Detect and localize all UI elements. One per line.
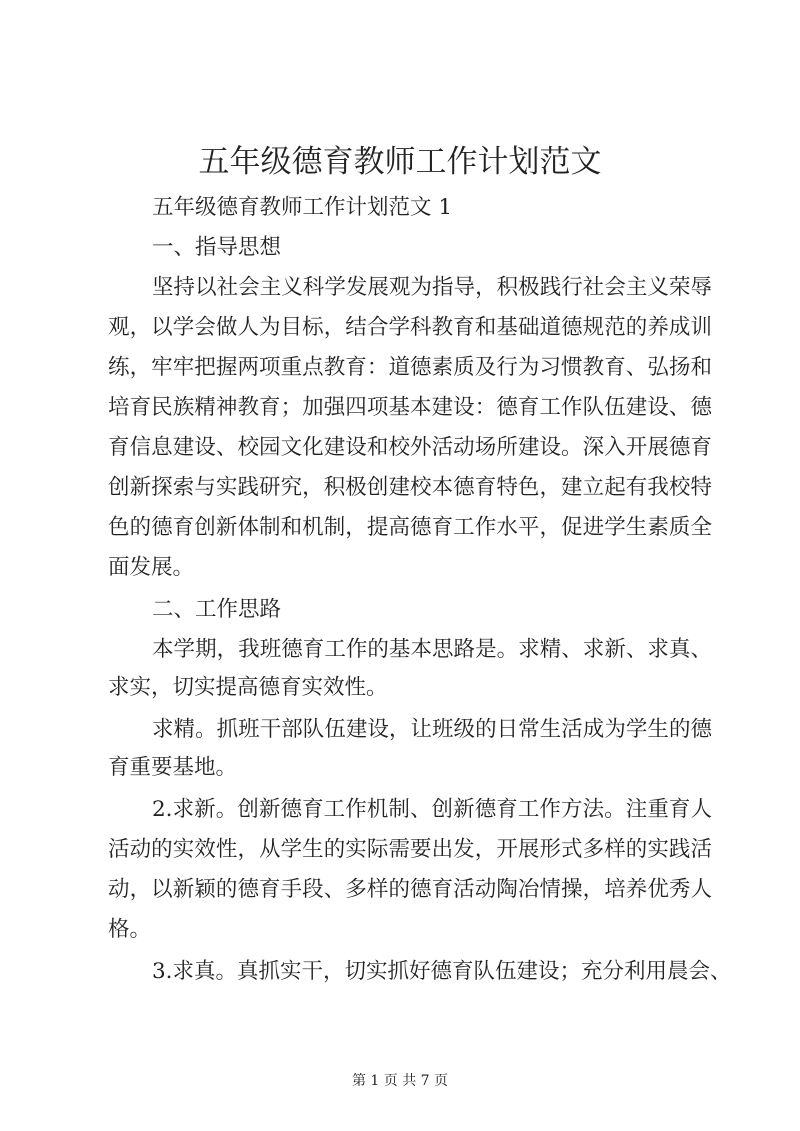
heading-work-approach: 二、工作思路 [152,597,282,622]
paragraph-line: 创新探索与实践研究，积极创建校本德育特色，建立起有我校特 [108,475,712,500]
paragraph-line: 本学期，我班德育工作的基本思路是。求精、求新、求真、 [152,637,712,662]
paragraph-line: 动，以新颖的德育手段、多样的德育活动陶冶情操，培养优秀人 [108,877,712,902]
paragraph-line: 色的德育创新体制和机制，提高德育工作水平，促进学生素质全 [108,515,712,540]
paragraph-line: 坚持以社会主义科学发展观为指导，积极践行社会主义荣辱 [152,275,712,300]
paragraph-line: 观，以学会做人为目标，结合学科教育和基础道德规范的养成训 [108,315,712,340]
page-footer: 第 1 页 共 7 页 [351,1073,449,1089]
paragraph-line: 求实，切实提高德育实效性。 [108,675,388,700]
paragraph-line: 3.求真。真抓实干，切实抓好德育队伍建设；充分利用晨会、 [152,959,732,984]
paragraph-line: 活动的实效性，从学生的实际需要出发，开展形式多样的实践活 [108,837,712,862]
paragraph-line: 2.求新。创新德育工作机制、创新德育工作方法。注重育人 [152,797,712,822]
paragraph-line: 育重要基地。 [108,755,238,780]
paragraph-line: 求精。抓班干部队伍建设，让班级的日常生活成为学生的德 [152,717,712,742]
subtitle: 五年级德育教师工作计划范文 1 [152,195,453,220]
paragraph-line: 培育民族精神教育；加强四项基本建设：德育工作队伍建设、德 [108,395,712,420]
paragraph-line: 格。 [108,917,152,942]
paragraph-line: 育信息建设、校园文化建设和校外活动场所建设。深入开展德育 [108,435,712,460]
paragraph-line: 练，牢牢把握两项重点教育：道德素质及行为习惯教育、弘扬和 [108,355,712,380]
document-title: 五年级德育教师工作计划范文 [198,144,602,180]
heading-guiding-ideology: 一、指导思想 [152,235,282,260]
paragraph-line: 面发展。 [108,555,195,580]
